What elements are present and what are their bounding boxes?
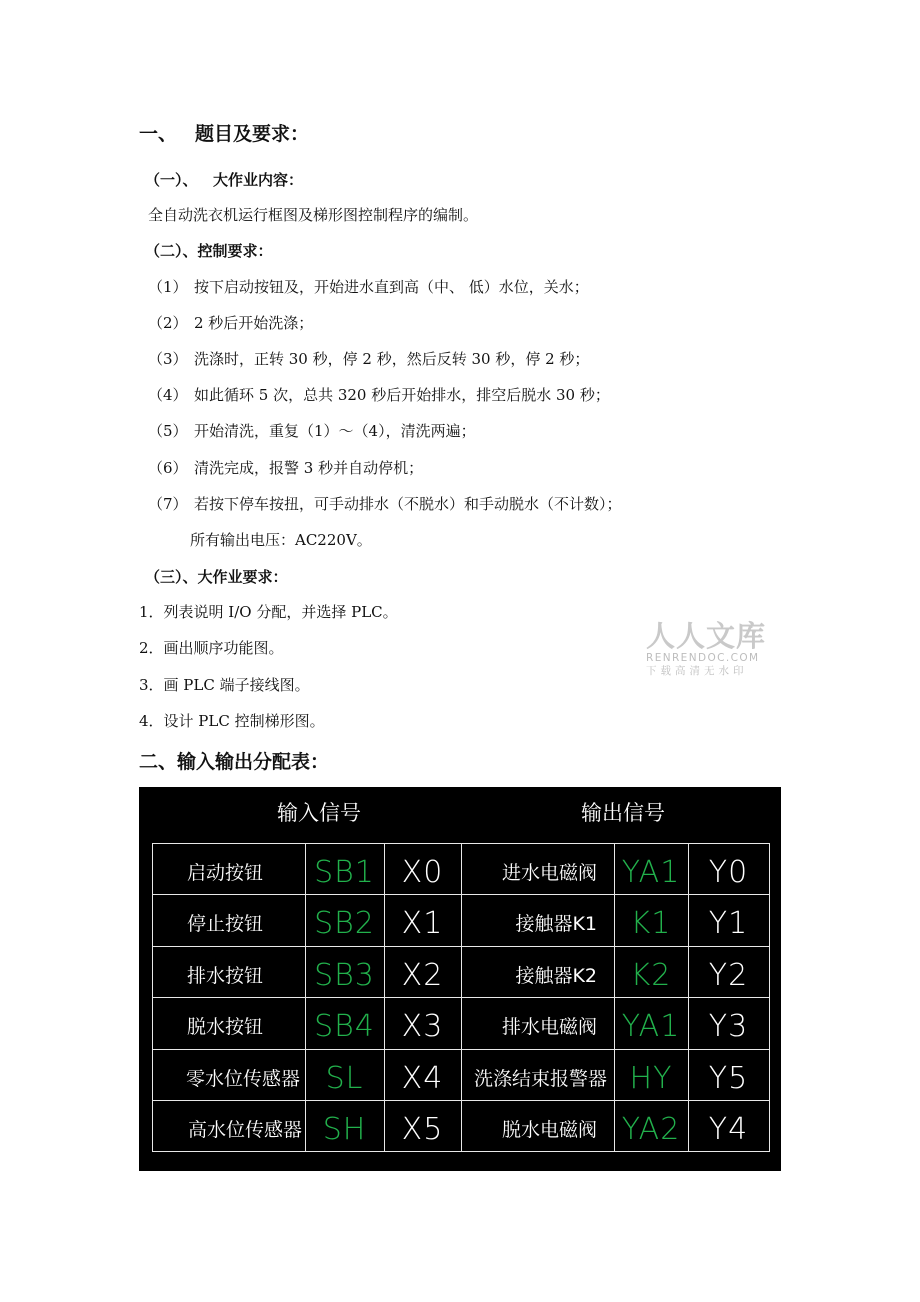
subsection-1-heading: [145, 170, 303, 190]
requirement-item: （4） 如此循环 5 次，总共 320 秒后开始排水，排空后脱水 30 秒；: [148, 386, 610, 404]
subsection-1-title: 大作业内容：: [213, 171, 304, 189]
output-code: YA1: [621, 855, 681, 890]
requirement-item: （5） 开始清洗，重复（1）～（4），清洗两遍；: [148, 422, 476, 440]
input-code: SB4: [314, 1009, 375, 1044]
section-2-heading: 二、输入输出分配表：: [139, 751, 330, 773]
input-address: X2: [401, 958, 444, 993]
input-code: SB2: [314, 906, 375, 941]
input-name: 启动按钮: [186, 862, 263, 884]
voltage-note: 所有输出电压：AC220V。: [190, 531, 372, 549]
requirement-item: （1） 按下启动按钮及，开始进水直到高（中、 低）水位，关水；: [148, 278, 589, 296]
subsection-3-heading: （三）、大作业要求：: [145, 568, 288, 586]
input-address: X4: [401, 1061, 444, 1096]
task-item: 4．设计 PLC 控制梯形图。: [139, 712, 325, 730]
requirement-item: （3） 洗涤时，正转 30 秒，停 2 秒，然后反转 30 秒，停 2 秒；: [148, 350, 590, 368]
subsection-2-heading: （二）、控制要求：: [145, 242, 273, 260]
watermark-main-text: 人人文库: [646, 619, 767, 653]
input-address: X1: [401, 906, 444, 941]
output-code: K2: [630, 958, 672, 993]
input-name: 高水位传感器: [187, 1119, 302, 1141]
assignment-content-text: 全自动洗衣机运行框图及梯形图控制程序的编制。: [148, 206, 479, 224]
output-name: 接触器K1: [515, 913, 597, 935]
output-name: 排水电磁阀: [501, 1016, 597, 1038]
input-name: 零水位传感器: [185, 1068, 300, 1090]
output-code: K1: [630, 906, 672, 941]
input-address: X0: [401, 855, 444, 890]
requirement-item: （2） 2 秒后开始洗涤；: [148, 314, 314, 332]
output-code: HY: [629, 1061, 673, 1096]
input-name: 排水按钮: [186, 965, 263, 987]
output-name: 接触器K2: [515, 965, 597, 987]
section-1-heading: [139, 124, 309, 144]
input-name: 脱水按钮: [186, 1016, 263, 1038]
input-code: SB1: [314, 855, 375, 890]
grid-line: [152, 1151, 770, 1152]
output-name: 脱水电磁阀: [501, 1119, 597, 1141]
output-address: Y1: [708, 906, 749, 941]
input-address: X3: [401, 1009, 444, 1044]
output-address: Y0: [708, 855, 749, 890]
io-grid: [152, 843, 770, 1152]
section-1-number: 一、: [139, 123, 178, 145]
output-code: YA2: [621, 1112, 681, 1147]
output-address: Y4: [708, 1112, 749, 1147]
output-name: 进水电磁阀: [501, 862, 597, 884]
watermark-subtext: 下载高清无水印: [646, 665, 748, 677]
output-signal-header: 输出信号: [581, 801, 665, 825]
watermark-url: RENRENDOC.COM: [646, 652, 760, 664]
requirement-item: （7） 若按下停车按扭，可手动排水（不脱水）和手动脱水（不计数）；: [148, 495, 622, 513]
output-code: YA1: [621, 1009, 681, 1044]
output-name: 洗涤结束报警器: [473, 1068, 607, 1090]
watermark-logo: [646, 620, 776, 678]
task-item: 1．列表说明 I/O 分配，并选择 PLC。: [139, 603, 398, 621]
input-address: X5: [401, 1112, 444, 1147]
output-address: Y3: [708, 1009, 749, 1044]
output-address: Y2: [708, 958, 749, 993]
input-name: 停止按钮: [186, 913, 263, 935]
output-address: Y5: [708, 1061, 749, 1096]
io-allocation-table-image: [139, 787, 781, 1171]
requirement-item: （6） 清洗完成，报警 3 秒并自动停机；: [148, 459, 424, 477]
task-item: 2．画出顺序功能图。: [139, 639, 284, 657]
input-code: SL: [325, 1061, 364, 1096]
input-signal-header: 输入信号: [277, 801, 361, 825]
input-code: SB3: [314, 958, 375, 993]
subsection-1-number: （一）、: [145, 171, 198, 189]
task-item: 3．画 PLC 端子接线图。: [139, 676, 310, 694]
section-1-title: 题目及要求：: [195, 123, 310, 145]
input-code: SH: [322, 1112, 367, 1147]
